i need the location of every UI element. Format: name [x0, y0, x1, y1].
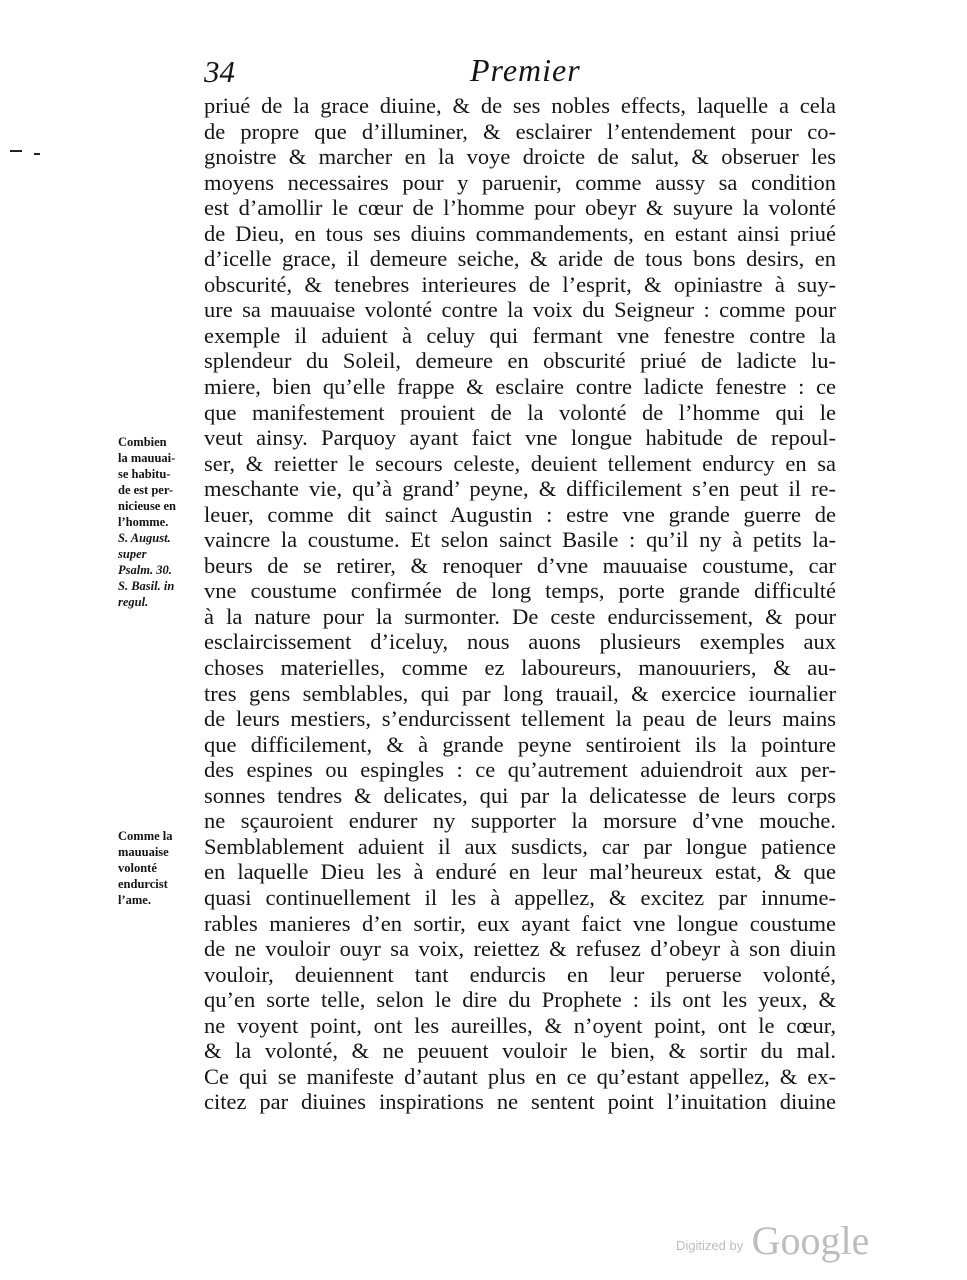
text-line: de propre que d’illuminer, & esclairer l’entendement pour co- — [204, 118, 836, 144]
text-line: choses materielles, comme ez laboureurs, manouuriers, & au- — [204, 655, 836, 681]
text-line: vouloir, deuiennent tant endurcis en leur peruerse volonté, — [204, 961, 836, 987]
text-line: que difficilement, & à grande peyne sentiroient ils la pointure — [204, 731, 836, 757]
text-line: qu’en sorte telle, selon le dire du Prophete : ils ont les yeux, & — [204, 987, 836, 1013]
text-line: ser, & reietter le secours celeste, deuient tellement endurcy en sa — [204, 450, 836, 476]
text-line: sonnes tendres & delicates, qui par la delicatesse de leurs corps — [204, 782, 836, 808]
text-line: tres gens semblables, qui par long trauail, & exercice iournalier — [204, 680, 836, 706]
watermark-prefix: Digitized by — [676, 1238, 744, 1253]
text-line: splendeur du Soleil, demeure en obscurité priué de ladicte lu- — [204, 348, 836, 374]
margin-reference-line: S. August. — [118, 531, 171, 545]
text-line: vaincre la coustume. Et selon sainct Basile : qu’il ny à petits la- — [204, 527, 836, 553]
margin-reference-line: Psalm. 30. — [118, 563, 172, 577]
text-line: priué de la grace diuine, & de ses nobles effects, laquelle a cela — [204, 93, 836, 118]
digitized-watermark — [676, 1217, 869, 1264]
text-line: des espines ou espingles : ce qu’autrement aduiendroit aux per- — [204, 757, 836, 783]
text-line: à la nature pour la surmonter. De ceste endurcissement, & pour — [204, 603, 836, 629]
running-title: Premier — [470, 52, 581, 88]
margin-reference-line: S. Basil. in — [118, 579, 175, 593]
text-line: vne coustume confirmée de long temps, porte grande difficulté — [204, 578, 836, 604]
text-line: obscurité, & tenebres interieures de l’esprit, & opiniastre à suy- — [204, 271, 836, 297]
margin-reference-line: super — [118, 547, 147, 561]
text-line: de ne vouloir ouyr sa voix, reiettez & refusez d’obeyr à son diuin — [204, 936, 836, 962]
body-text — [204, 93, 836, 1115]
page-number: 34 — [204, 54, 235, 89]
text-line: moyens necessaires pour y paruenir, comme aussy sa condition — [204, 169, 836, 195]
margin-note-line: mauuaise — [118, 845, 169, 859]
margin-note-line: se habitu- — [118, 467, 171, 481]
margin-note-line: de est per- — [118, 483, 174, 497]
text-line: rables manieres d’en sortir, eux ayant faict vne longue coustume — [204, 910, 836, 936]
text-line: esclaircissement d’iceluy, nous auons plusieurs exemples aux — [204, 629, 836, 655]
text-line: Semblablement aduient il aux susdicts, car par longue patience — [204, 833, 836, 859]
text-line: ne sçauroient endurer ny supporter la morsure d’vne mouche. — [204, 808, 836, 834]
text-line: de Dieu, en tous ses diuins commandements, en estant ainsi priué — [204, 220, 836, 246]
text-line: ne voyent point, ont les aureilles, & n’oyent point, ont le cœur, — [204, 1012, 836, 1038]
text-line: veut ainsy. Parquoy ayant faict vne longue habitude de repoul- — [204, 425, 836, 451]
margin-note-line: endurcist — [118, 877, 168, 891]
stray-ink-mark — [34, 153, 40, 155]
margin-note — [118, 828, 173, 908]
margin-reference-line: regul. — [118, 595, 149, 609]
text-line: en laquelle Dieu les à enduré en leur mal’heureux estat, & que — [204, 859, 836, 885]
margin-note — [118, 434, 176, 610]
text-line: d’icelle grace, il demeure seiche, & aride de tous bons desirs, en — [204, 246, 836, 272]
text-line: exemple il aduient à celuy qui fermant vne fenestre contre la — [204, 322, 836, 348]
text-line: Ce qui se manifeste d’autant plus en ce qu’estant appellez, & ex- — [204, 1063, 836, 1089]
margin-note-line: l’ame. — [118, 893, 151, 907]
margin-note-line: Combien — [118, 435, 167, 449]
text-line: meschante vie, qu’à grand’ peyne, & difficilement s’en peut il re- — [204, 476, 836, 502]
margin-note-line: Comme la — [118, 829, 173, 843]
google-logo: Google — [751, 1218, 870, 1263]
text-line: ure sa mauuaise volonté contre la voix du Seigneur : comme pour — [204, 297, 836, 323]
text-line: que manifestement prouient de la volonté de l’homme qui le — [204, 399, 836, 425]
margin-note-line: l’homme. — [118, 515, 169, 529]
margin-note-line: volonté — [118, 861, 157, 875]
text-line: & la volonté, & ne peuuent vouloir le bien, & sortir du mal. — [204, 1038, 836, 1064]
text-line: miere, bien qu’elle frappe & esclaire contre ladicte fenestre : ce — [204, 374, 836, 400]
text-line: gnoistre & marcher en la voye droicte de salut, & obseruer les — [204, 144, 836, 170]
margin-note-line: nicieuse en — [118, 499, 176, 513]
stray-ink-mark — [10, 150, 22, 152]
text-line: citez par diuines inspirations ne sentent point l’inuitation diuine — [204, 1089, 836, 1115]
text-line: quasi continuellement il les à appellez, & excitez par innume- — [204, 884, 836, 910]
text-line: de leurs mestiers, s’endurcissent tellement la peau de leurs mains — [204, 706, 836, 732]
text-line: beurs de se retirer, & renoquer d’vne mauuaise coustume, car — [204, 552, 836, 578]
text-line: leuer, comme dit sainct Augustin : estre vne grande guerre de — [204, 501, 836, 527]
margin-note-line: la mauuai- — [118, 451, 176, 465]
text-line: est d’amollir le cœur de l’homme pour obeyr & suyure la volonté — [204, 195, 836, 221]
